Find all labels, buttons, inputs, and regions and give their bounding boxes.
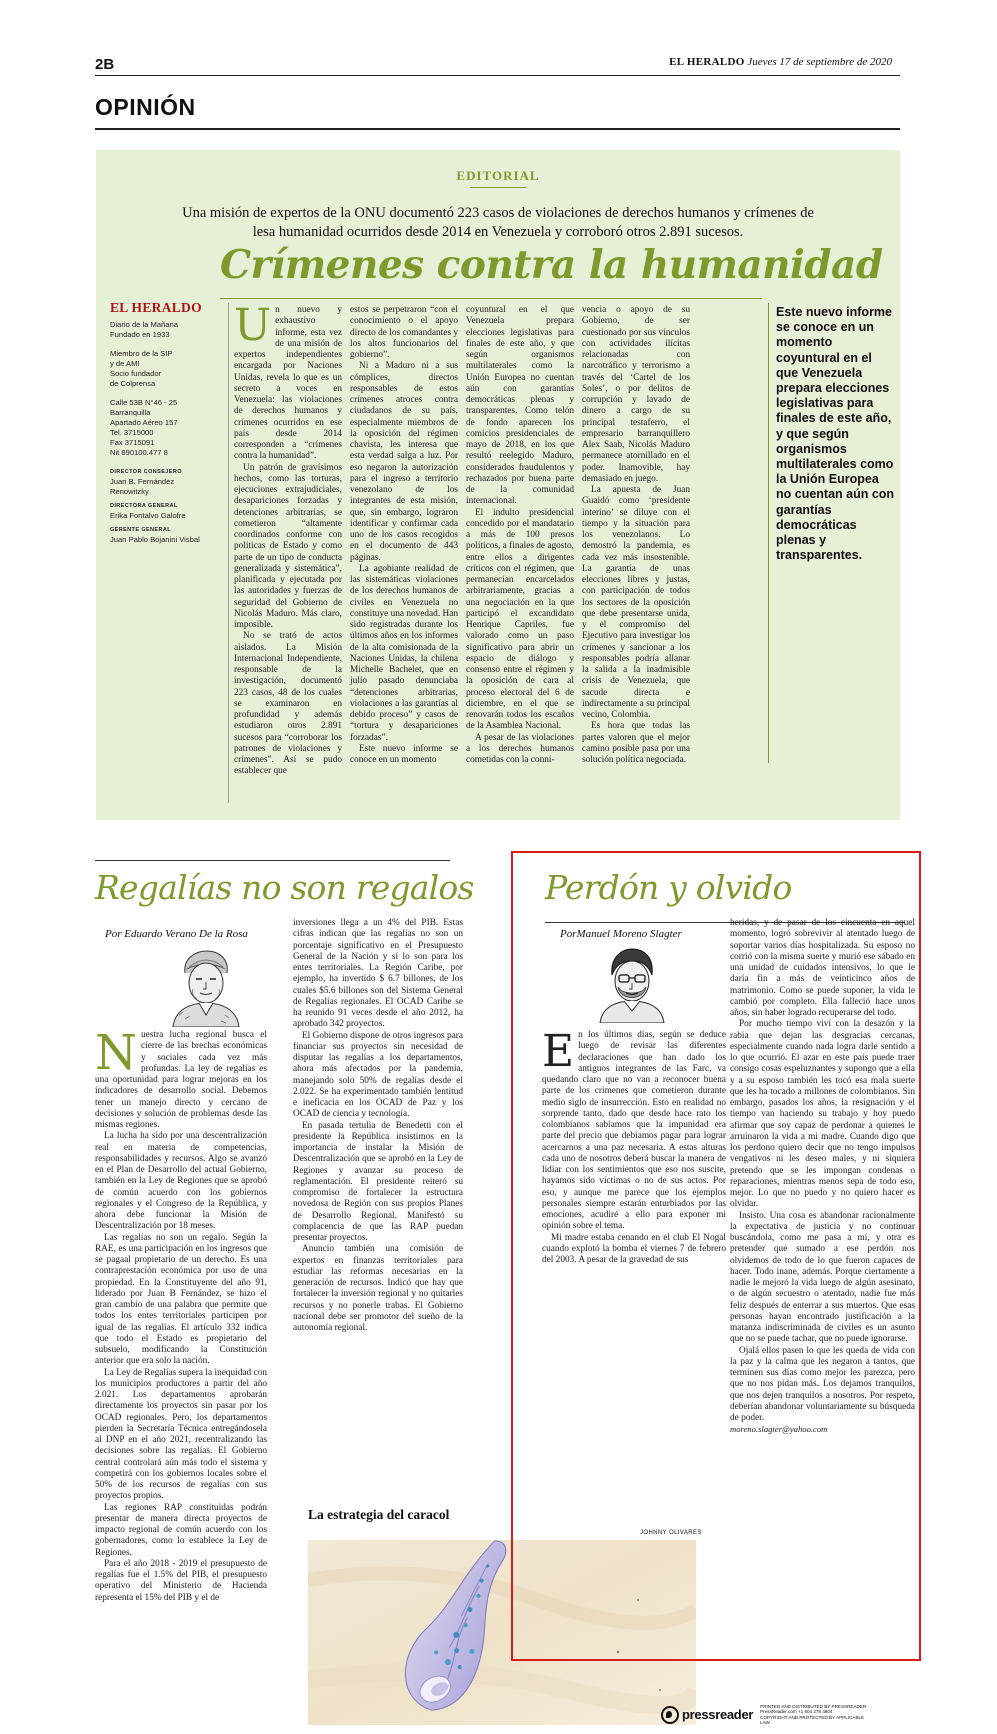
header-rule — [95, 75, 900, 76]
left-article-byline: Por Eduardo Verano De la Rosa — [105, 928, 248, 940]
staff-role-label: DIRECTORA GENERAL — [110, 503, 178, 509]
editorial-paragraph: coyuntural en el que Venezuela prepara elecciones legislativas para finales de este año, y que según organismos multilaterales como la Unión Europea no cuentan aún con garantías democráticas plenas y transparentes. Como telón de fondo aparecen los comicios presidenciales de mayo de 2018, en los que resultó reelegido Maduro, considerados fraudulentos y rechazados por buena parte de la comunidad internacional. — [466, 305, 574, 507]
staff-line: Calle 53B N°46 - 25 — [110, 398, 178, 407]
pressreader-brand: pressreader — [682, 1707, 754, 1723]
article-paragraph: Ojalá ellos pasen lo que les queda de vida con la paz y la calma que les negaron a tantos, que terminen sus días como mejor les parezca, pero que no nos pidan más. Los dejamos tranquilos, que nos dejen tranquilos a nosotros. Por respeto, deberían abandonar voluntariamente su búsqueda de poder. — [730, 1345, 915, 1423]
left-article-column-2 — [293, 918, 463, 1334]
editorial-pullquote: Este nuevo informe se conoce en un momento coyuntural en el que Venezuela prepara elecciones legislativas para finales de este año, y que según organismos multilaterales como la Unión Europea no cuentan aún con garantías democráticas plenas y transparentes. — [776, 305, 895, 563]
staff-role-name: Erika Fontalvo Galofre — [110, 511, 186, 520]
staff-line: Miembro de la SIP — [110, 349, 173, 358]
editorial-column-1 — [234, 300, 342, 778]
column-divider — [228, 303, 229, 803]
fine-line: PRINTED AND DISTRIBUTED BY PRESSREADER — [760, 1704, 867, 1709]
article-paragraph: Para el año 2018 - 2019 el presupuesto de regalías fue el 1.5% del PIB, el presupuesto operativo del Ministerio de Hacienda representa el 15% del PIB y el de — [95, 1558, 267, 1603]
article-paragraph: La Ley de Regalías supera la inequidad con los municipios productores a partir del año 2.021. Los departamentos aprobarán directamente los proyectos sin pasar por los OCAD regionales. Pero, los departamentos pierden la Secretaría Técnica entregándosela al DNP en el año 2021, recentralizando las decisiones sobre las regalías. El Gobierno central controlará aún más todo el sistema y competirá con los gobiernos locales sobre el 50% de los recursos de regalías con sus proyectos propios. — [95, 1367, 267, 1502]
staff-line: Diario de la Mañana — [110, 320, 178, 329]
staff-role-label: DIRECTOR CONSEJERO — [110, 469, 182, 475]
article-paragraph: El Gobierno dispone de otros ingresos para financiar sus proyectos sin necesidad de disputar las regalías a los departamentos, ahora más afectados por la pandemia, manejando solo 50% de regalías desde el 2.022. Se ha experimentado también lentitud e ineficacia en los OCAD de Paz y los OCAD de ciencia y tecnología. — [293, 1030, 463, 1120]
article-paragraph — [95, 1025, 267, 1131]
staff-line: Barranquilla — [110, 408, 151, 417]
editorial-paragraph: La agobiante realidad de las sistemáticas violaciones de los derechos humanos de civiles en Venezuela no constituye una novedad. Han sido registradas durante los últimos años en los informes de la alta comisionada de la Naciones Unidas, la chilena Michelle Bachelet, que en julio pasado denunciaba “detenciones arbitrarias, violaciones a las garantías al debido proceso” y casos de “tortura y desapariciones forzadas”. — [350, 563, 458, 743]
staff-box — [110, 300, 225, 548]
editorial-title: Crímenes contra la humanidad — [220, 242, 883, 288]
staff-line: Apartado Aéreo 157 — [110, 418, 178, 427]
paragraph-text: uestra lucha regional busca el cierre de las brechas económicas y sociales cada vez más profundas. La ley de regalías es una oportunidad para lograr mejoras en los indicadores de desarrollo social. Debemos tener un manejo directo y cercano de decisiones y solución de problemas desde las mismas regiones. — [95, 1030, 267, 1130]
article-top-rule — [95, 860, 450, 861]
staff-line: Tel. 3715000 — [110, 428, 154, 437]
editorial-kicker: EDITORIAL — [456, 168, 540, 183]
section-title: OPINIÓN — [95, 94, 196, 120]
article-paragraph: La lucha ha sido por una descentralización real en materia de competencias, responsabilidades y recursos. Algo se avanzó en el Plan de Desarrollo del actual Gobierno, también en la Ley de Regiones que se aprobó de común acuerdo con los gobiernos regionales y el Congreso de la República, y ahora debe funcionar la Misión de Descentralización por 18 meses. — [95, 1131, 267, 1232]
right-article-byline: PorManuel Moreno Slagter — [560, 928, 682, 940]
editorial-column-2 — [350, 305, 458, 766]
fine-line: COPYRIGHT AND PROTECTED BY APPLICABLE LAW — [760, 1714, 865, 1726]
editorial-paragraph: A pesar de las violaciones a los derechos humanos cometidas con la conni- — [466, 732, 574, 765]
editorial-deck: Una misión de expertos de la ONU documentó 223 casos de violaciones de derechos humanos y crímenes de lesa humanidad ocurridos desde 2014 en Venezuela y corroboró otros 2.891 sucesos. — [182, 205, 814, 240]
staff-role-name: Juan B. Fernández — [110, 477, 175, 486]
staff-line: de Colprensa — [110, 379, 156, 388]
masthead — [669, 56, 892, 68]
staff-line: Socio fundador — [110, 369, 162, 378]
article-paragraph: Mi madre estaba cenando en el club El Nogal cuando explotó la bomba el viernes 7 de febrero del 2003. A pesar de la gravedad de sus — [542, 1232, 726, 1265]
staff-founding — [110, 320, 225, 340]
editorial-column-3 — [466, 305, 574, 766]
article-paragraph: Anuncio también una comisión de expertos en finanzas territoriales para estudiar las reformas necesarias en la generación de recursos. Indicó que hay que fortalecer la inversión regional y no quitarles recursos y no ponerle trabas. El Gobierno nacional debe ser promotor del sueño de la autonomía regional. — [293, 1244, 463, 1333]
staff-line: Nit 890100.477 8 — [110, 448, 168, 457]
article-paragraph — [542, 1026, 726, 1233]
staff-line: y de AMI — [110, 359, 140, 368]
photo-title: La estrategia del caracol — [308, 1507, 450, 1522]
pressreader-fine-print — [760, 1704, 870, 1726]
editorial-paragraph: Un patrón de gravísimos hechos, como las torturas, ejecuciones extrajudiciales, desapariciones forzadas y detenciones arbitrarias, se cometieron “altamente coordinados conforme con políticas de Estado y como parte de un tipo de conducta generalizada y sistemática”, planificada y ejecutada por las autoridades y fuerzas de seguridad del Gobierno de Nicolás Maduro. Más claro, imposible. — [234, 462, 342, 630]
left-article-dropcap: N — [95, 1025, 137, 1081]
masthead-paper: EL HERALDO — [669, 56, 745, 68]
editorial-paragraph: No se trató de actos aislados. La Misión Internacional Independiente, responsable de la investigación, documentó 223 casos, 48 de los cuales se examinaron en profundidad y además estudiaron otros 2.891 sucesos para “corroborar los patrones de violaciones y crímenes”. Así se pudo establecer que — [234, 631, 342, 777]
editorial-paragraph: El indulto presidencial concedido por el mandatario a más de 100 presos políticos, a finales de agosto, entre ellos a dirigentes críticos con el régimen, que permanecían encarcelados arbitrariamente, gracias a una negociación en la que participó el excandidato Henrique Capriles, fue valorado como un paso significativo para abrir un espacio de diálogo y consenso entre el régimen y la oposición de cara al proceso electoral del 6 de diciembre, en el que se renovarán todos los escaños de la Asamblea Nacional. — [466, 507, 574, 732]
article-paragraph: inversiones llega a un 4% del PIB. Estas cifras indican que las regalías no son un porcentaje significativo en el Presupuesto General de la Nación y sí lo son para los entes territoriales. La Región Caribe, por ejemplo, ha invertido $ 6.7 billones, de los cuales $5.6 billones son del Sistema General de Regalías regionales. El OCAD Caribe se ha reunido 91 veces desde el año 2012, ha aprobado 342 proyectos. — [293, 918, 463, 1030]
right-article-column-2 — [730, 918, 915, 1436]
paragraph-text: n nuevo y exhaustivo informe, esta vez de una misión de expertos independientes encargada por Naciones Unidas, revela lo que es un secreto a voces en Venezuela: las violaciones de derechos humanos y crímenes ocurridos en ese país desde 2014 corresponden a “crímenes contra la humanidad”. — [234, 305, 342, 462]
staff-address — [110, 398, 225, 458]
staff-line: Fundado en 1933 — [110, 330, 170, 339]
editorial-paragraph — [234, 300, 342, 463]
article-paragraph: Las regiones RAP constituidas podrán presentar de manera directa proyectos de impacto regional de común acuerdo con los gobernadores, como lo establece la Ley de Regiones. — [95, 1502, 267, 1558]
article-paragraph: Las regalías no son un regalo. Según la RAE, es una participación en los ingresos que se pagaal propietario de un derecho. Es una contraprestación económica por uso de una propiedad. En la Constituyente del año 91, liderado por Juan B Fernández, se hizo el gran cambio de una palabra que permite que todos los entes territoriales participen por igual de las regalías. El artículo 332 indica que todo el Estado es propietario del subsuelo, modificando la Constitución anterior que era solo la nación. — [95, 1232, 267, 1367]
pressreader-footer — [661, 1704, 870, 1726]
editorial-paragraph: estos se perpetraron “con el conocimiento o el apoyo directo de los comandantes y los altos funcionarios del gobierno”. — [350, 305, 458, 360]
pressreader-logo-icon — [661, 1706, 679, 1724]
author-portrait-verano — [163, 945, 249, 1027]
staff-role-name: Juan Pablo Bojanini Visbal — [110, 535, 200, 544]
editorial-kicker-rule — [470, 187, 526, 188]
left-article-title: Regalías no son regalos — [95, 868, 474, 907]
section-rule — [95, 128, 900, 130]
article-paragraph: En pasada tertulia de Benedetti con el presidente la República insistimos en la importancia de instalar la Misión de Descentralización que se aprobó en la Ley de Regiones y avanzar su proceso de reglamentación. El presidente reiteró su compromiso de fortalecer la estructura novedosa de Región con sus propios Planes de Desarrollo Regional. Manifestó su complacencia de que las RAP puedan presentar proyectos. — [293, 1120, 463, 1243]
editorial-column-4 — [582, 305, 690, 766]
author-email[interactable]: moreno.slagter@yahoo.com — [730, 1424, 828, 1435]
article-paragraph: Insisto. Una cosa es abandonar racionalmente la expectativa de justicia y no continuar buscándola, como me pasa a mí, y otra es pretender que sumado a ese perdón nos olvidemos de todo de lo que fueron capaces de hacer. Todo inane, además. Porque ciertamente a nadie le mejoró la vida luego de algún asesinato, o de algún secuestro o atentado, nadie fue más feliz después de enterrar a sus muertos. Que esas personas hayan encontrado justificación a la matanza indiscriminada de civiles es un asunto que no se puede tachar, que no puede ignorarse. — [730, 1210, 915, 1345]
page-number: 2B — [95, 56, 115, 73]
photo-credit: JOHNNY OLIVARES — [640, 1530, 702, 1536]
editorial-title-rule — [220, 298, 762, 299]
masthead-date: Jueves 17 de septiembre de 2020 — [747, 56, 892, 68]
paragraph-text: n los últimos días, según se deduce luego de revisar las diferentes declaraciones que han dado los antiguos integrantes de las Farc, va quedando claro que no van a reconocer buena parte de los crímenes que cometieron durante medio siglo de insurrección. Esto en realidad no sorprende tanto, dado que desde hace rato los colombianos sabíamos que la impunidad era parte del precio que debíamos pagar para lograr acercarnos a una paz necesaria. A estas alturas cada uno de nosotros deberá buscar la manera de lidiar con los sentimientos que eso nos suscite, hayamos sido víctimas o no de sus actos. Por eso, y aunque me parece que los ejemplos personales siempre estarán enturbiados por las emociones, acudiré a ello para exponer mi opinión sobre el tema. — [542, 1030, 726, 1232]
author-portrait-moreno — [592, 945, 672, 1023]
left-article-column-1 — [95, 1025, 267, 1604]
editorial-paragraph: Es hora que todas las partes valoren que el mejor camino posible pasa por una solución política negociada. — [582, 721, 690, 765]
editorial-paragraph: vencia o apoyo de su Gobierno, de ser cuestionado por sus vínculos con actividades ilícitas relacionadas con narcotráfico y terrorismo a través del ‘Cartel de los Soles’, o por delitos de corrupción y lavado de dinero a cargo de su principal testaferro, el empresario barranquillero Alex Saab, Nicolás Maduro permanece atornillado en el poder. Inamovible, hay demasiado en juego. — [582, 305, 690, 484]
staff-role-name: Renowitzky — [110, 487, 149, 496]
right-article-column-1 — [542, 1026, 726, 1266]
staff-memberships — [110, 349, 225, 389]
staff-role-label: GERENTE GENERAL — [110, 527, 172, 533]
editorial-paragraph: Este nuevo informe se conoce en un momento — [350, 743, 458, 765]
staff-brand-logo: EL HERALDO — [110, 300, 202, 315]
article-paragraph: Por mucho tiempo viví con la desazón y la rabia que dejan las desgracias cercanas, especialmente cuando nada logra darle sentido a lo que ocurrió. El azar en este país puede traer consigo cosas espeluznantes y supongo que a ella y a su esposo también les tocó esa mala suerte que les ha tocado a millones de colombianos. Sin embargo, pasados los años, la resignación y el tiempo van haciendo su trabajo y hoy puedo afirmar que soy capaz de perdonar a quienes le arruinaron la vida a mi madre. Cuando digo que los perdono quiero decir que no tengo impulsos vengativos ni les deseo males, y ni siquiera pretendo que se les impongan condenas o reparaciones, mientras menos sepa de todo eso, mejor. Lo que no puedo y no quiero hacer es olvidar. — [730, 1019, 915, 1210]
right-article-title: Perdón y olvido — [545, 868, 792, 907]
editorial-dropcap: U — [234, 300, 272, 351]
article-paragraph: heridas, y de pasar de los cincuenta en aquel momento, logró sobrevivir al atentado luego de soportar varios días hospitalizada. Su esposo no corrió con la misma suerte y murió ese sábado en una unidad de cuidados intensivos, lo que le daría fin a más de veinticinco años de matrimonio. Como se puede suponer, la vida le cambió por completo. Ella falleció hace unos años, sin haber logrado recuperarse del todo. — [730, 918, 915, 1018]
fine-line: PressReader.com +1 604 278 4604 — [760, 1709, 833, 1715]
pullquote-rule — [768, 303, 769, 763]
right-article-dropcap: E — [542, 1026, 575, 1077]
editorial-paragraph: Ni a Maduro ni a sus cómplices, directos responsables de estos crímenes atroces contra ciudadanos de su país, especialmente miembros de la oposición del régimen chavista, les interesa que esta verdad salga a luz. Por eso negaron la autorización para el ingreso a territorio venezolano de los integrantes de esta misión, que, sin embargo, lograron identificar y confirmar cada uno de los casos recogidos en el documento de 443 páginas. — [350, 361, 458, 563]
editorial-paragraph: La apuesta de Juan Guaidó como ‘presidente interino’ se diluye con el tiempo y la situación para los venezolanos. Lo demostró la pandemia, es cada vez más insostenible. La garantía de unas elecciones libres y justas, con participación de todos los sectores de la oposición que debe presentarse unida, y el compromiso del Ejecutivo para investigar los crímenes y sancionar a los responsables podría allanar la salida a la inadmisible crisis de Venezuela, que sacude directa e indirectamente a su principal vecino, Colombia. — [582, 485, 690, 720]
staff-line: Fax 3715091 — [110, 438, 155, 447]
